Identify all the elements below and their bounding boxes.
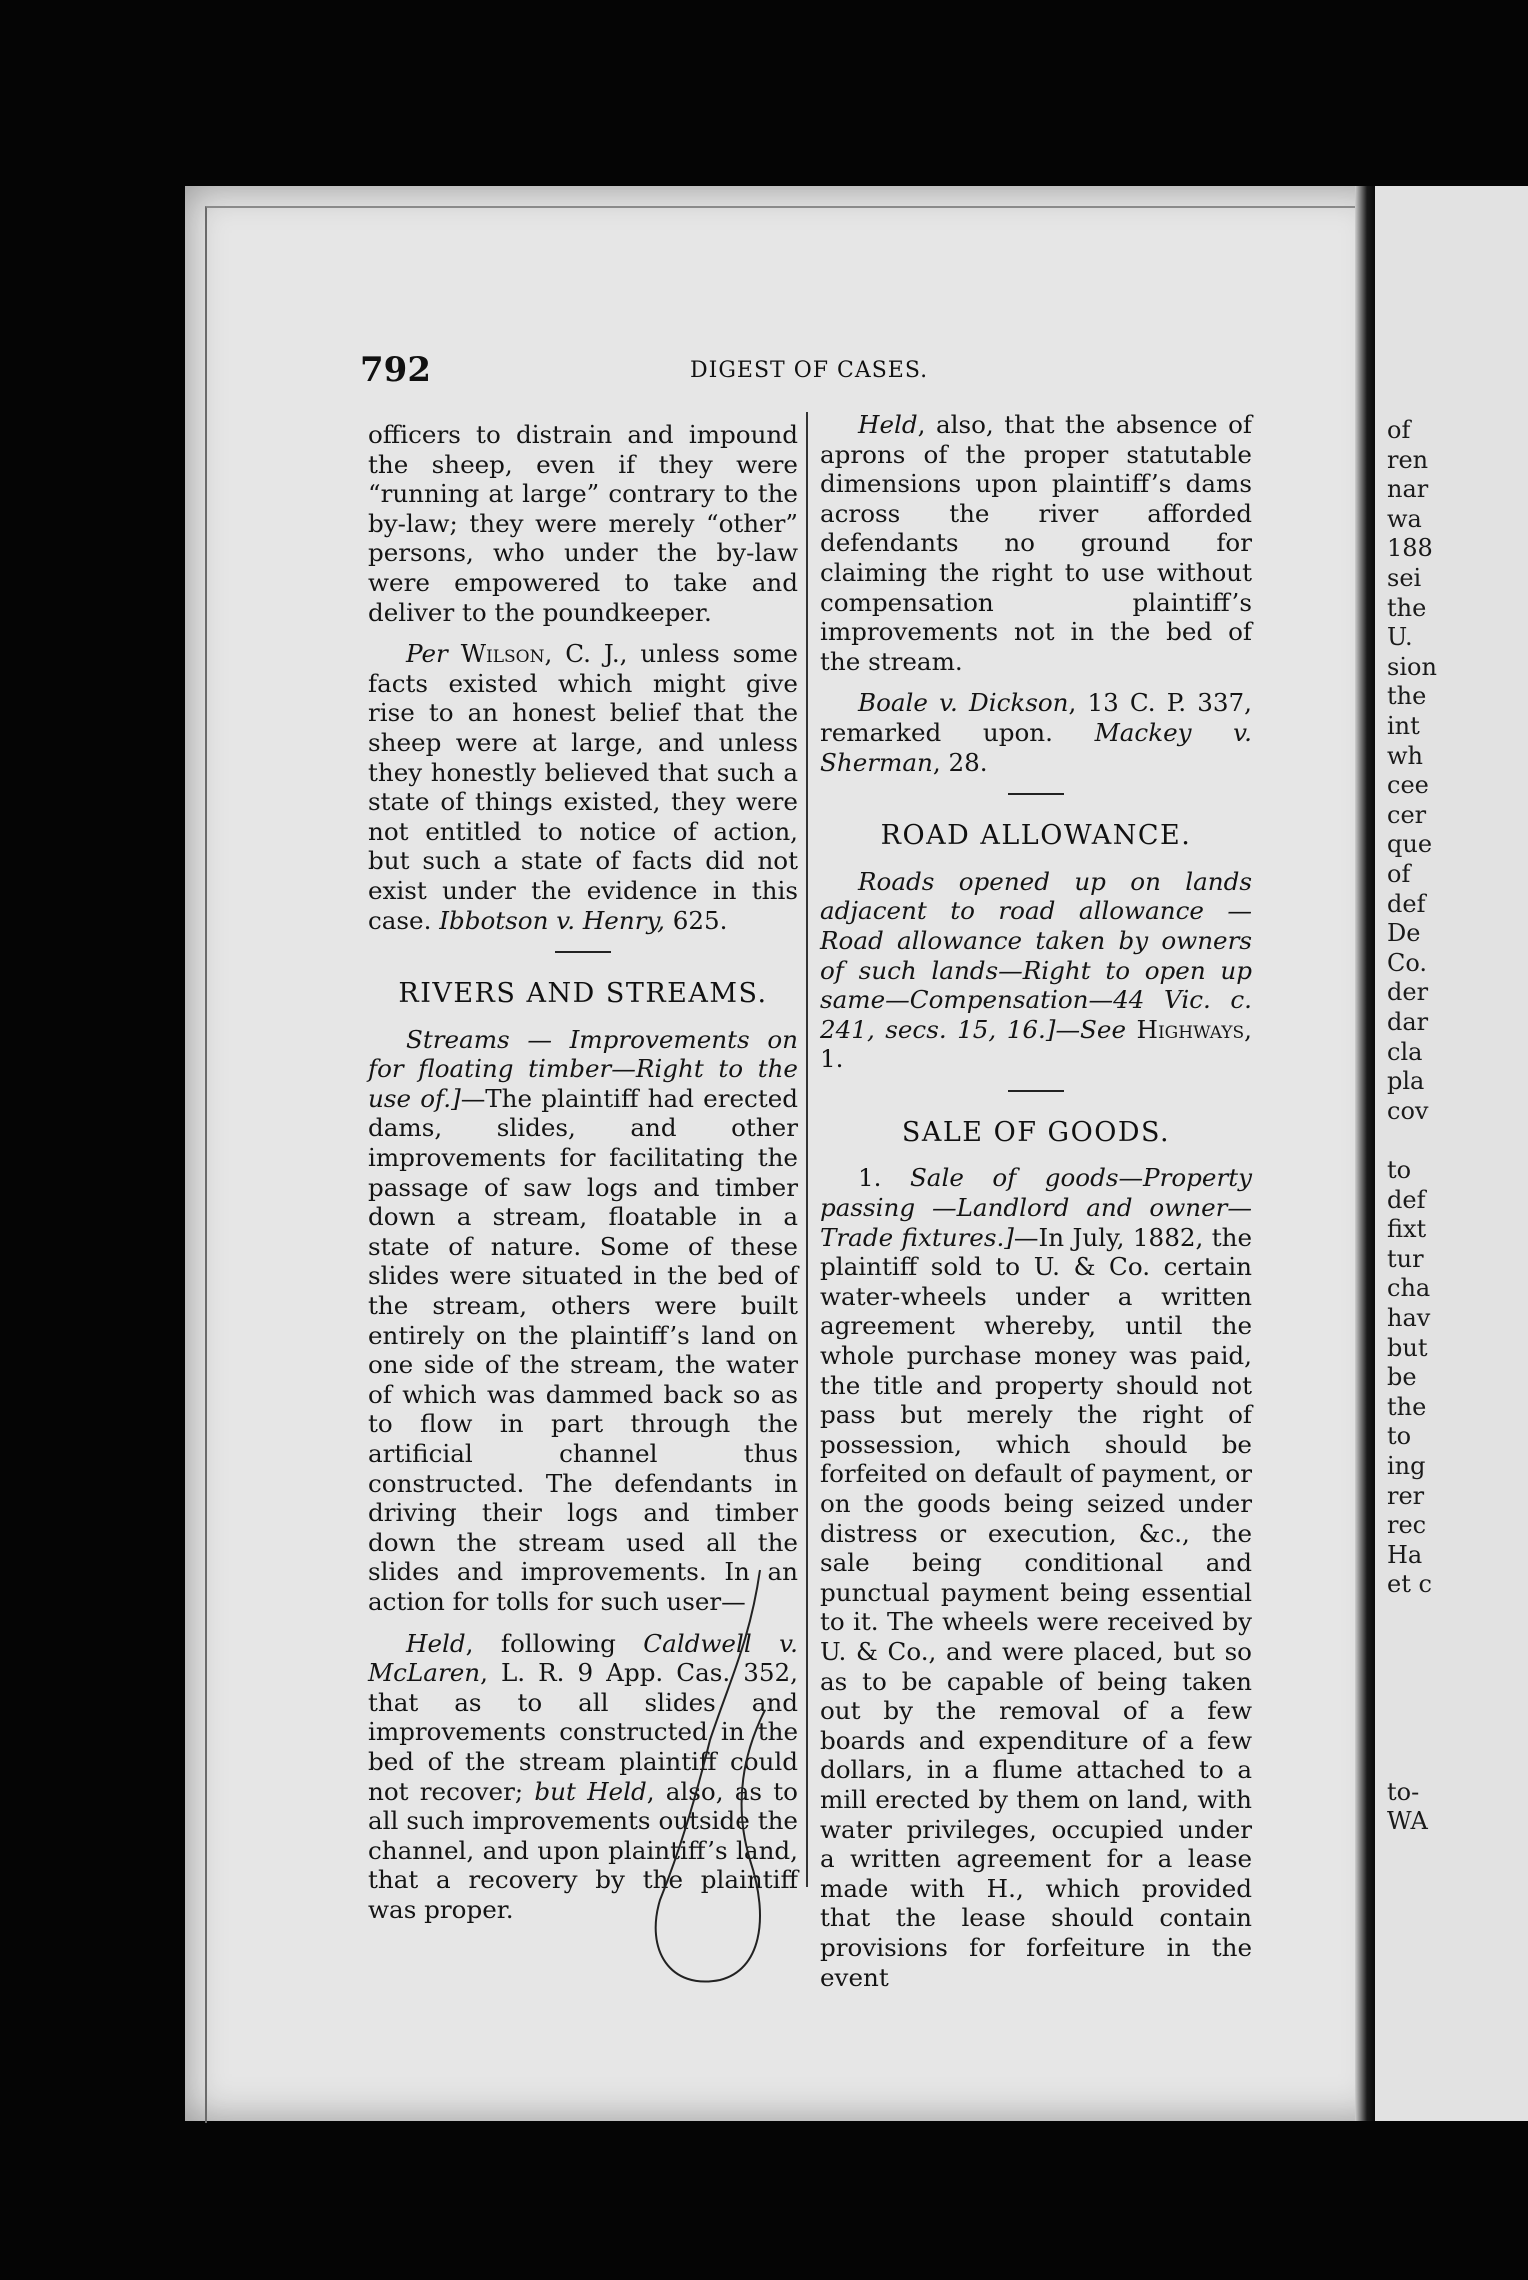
mackey-cite: , 28. <box>932 747 988 777</box>
facing-page-fragment: the <box>1387 682 1427 711</box>
facing-page-fragment: cov <box>1387 1096 1429 1125</box>
facing-page-fragment: to- <box>1387 1777 1420 1806</box>
facing-page-fragment: the <box>1387 1392 1427 1421</box>
facing-page-fragment: to <box>1387 1422 1412 1451</box>
facing-page-fragment: the <box>1387 593 1427 622</box>
per-label: Per <box>406 639 448 669</box>
facing-page-fragment: of <box>1387 416 1411 444</box>
facing-page-edge <box>1375 186 1528 2121</box>
column-divider <box>806 412 808 1887</box>
cross-ref-highways: Highways <box>1136 1014 1245 1044</box>
facing-page-fragment: cer <box>1387 800 1427 829</box>
handwritten-pen-mark <box>640 1560 780 2000</box>
facing-page-fragment: cha <box>1387 1274 1431 1303</box>
paragraph-roads <box>820 867 1252 1074</box>
facing-page-fragment: def <box>1387 1185 1426 1214</box>
facing-page-fragment: dar <box>1387 1008 1429 1036</box>
sale-body: —In July, 1882, the plaintiff sold to U. & Co. certain water-wheels under a written agreement whereby, until the whole purchase money was paid, the title and property should not pass but merely the right of possession, which should be forfeited on default of payment, or on the goods being seized under distress or execution, &c., the sale being conditional and punctual payment being essential to it. The wheels were received by U. & Co., and were placed, but so as to be capable of being taken out by the removal of a few boards and expenditure of a few dollars, in a flume attached to a mill erected by them on land, with water privileges, occupied under a written agreement for a lease made with H., which provided that the lease should contain provisions for forfeiture in the event <box>820 1222 1253 1992</box>
case-boale: Boale v. Dickson <box>858 688 1069 718</box>
entry-number: 1. <box>858 1163 882 1193</box>
paragraph-held-aprons <box>820 410 1252 676</box>
held-caldwell-text: , L. R. 9 App. Cas. 352, that as to all slides and improvements constructed in the bed of the stream plaintiff could not recover; <box>368 1658 798 1806</box>
facing-page-fragment: sion <box>1387 652 1437 681</box>
right-column <box>820 410 1252 2004</box>
facing-page-fragment: 188 <box>1387 534 1433 563</box>
facing-page-fragment: be <box>1387 1363 1417 1392</box>
boale-text: , 13 C. P. 337, remarked upon. <box>820 688 1252 747</box>
facing-page-fragment: def <box>1387 889 1426 918</box>
paragraph-per-wilson <box>368 639 798 935</box>
held-aprons-text: , also, that the absence of aprons of the proper statutable dimensions upon plaintiff’s dams across the river afforded defendants no ground for claiming the right to use without compensation plaintiff’s improvements not in the bed of the stream. <box>820 410 1252 676</box>
citation-page: 625. <box>672 905 728 935</box>
page-number: 792 <box>360 350 431 390</box>
running-head: DIGEST OF CASES. <box>690 358 929 383</box>
facing-page-fragment: sei <box>1387 564 1422 592</box>
paragraph-boale <box>820 688 1252 777</box>
facing-page-fragment: WA <box>1387 1807 1428 1836</box>
facing-page-fragment: fixt <box>1387 1215 1427 1244</box>
section-heading-rivers: RIVERS AND STREAMS. <box>398 978 768 1010</box>
paragraph-sale-1 <box>820 1163 1252 1992</box>
judge-name: Wilson <box>460 639 545 669</box>
held-label: Held <box>406 1628 466 1658</box>
facing-page-fragment: to <box>1387 1156 1412 1184</box>
see-label: —See <box>1055 1014 1127 1044</box>
facing-page-fragment: nar <box>1387 475 1429 504</box>
facing-page-fragment: U. <box>1387 623 1413 652</box>
case-mackey: Mackey v. Sherman <box>820 717 1252 777</box>
facing-page-fragment: rec <box>1387 1511 1427 1540</box>
headnote-sale: Sale of goods—Property passing —Landlord and owner—Trade fixtures.] <box>820 1163 1252 1252</box>
held-label-2: Held <box>858 410 918 439</box>
facing-page-fragment: Co. <box>1387 948 1428 977</box>
section-rule <box>555 951 611 953</box>
facing-page-fragment: wh <box>1387 741 1423 770</box>
facing-page-fragment: De <box>1387 919 1421 948</box>
facing-page-fragment: ren <box>1387 445 1429 474</box>
facing-page-fragment: pla <box>1387 1067 1425 1096</box>
facing-page-fragment: Ha <box>1387 1540 1423 1569</box>
facing-page-fragment: hav <box>1387 1304 1431 1332</box>
book-gutter <box>1355 186 1375 2121</box>
streams-body: —The plaintiff had erected dams, slides, and other improvements for facilitating the passage of saw logs and timber down a stream, floatable in a state of nature. Some of these slides were situated in the bed of the stream, others were built entirely on the plaintiff’s land on one side of the stream, the water of which was dammed back so as to flow in part through the artificial channel thus constructed. The defendants in driving their logs and timber down the stream used all the slides and improvements. In an action for tolls for such user— <box>368 1083 799 1616</box>
paragraph-officers: officers to distrain and impound the sheep, even if they were “running at large” contrary to the by-law; they were merely “other” persons, who under the by-law were empowered to take and deliver to the poundkeeper. <box>368 420 798 627</box>
facing-page-fragment: wa <box>1387 504 1422 533</box>
facing-page-fragment: tur <box>1387 1244 1424 1273</box>
held-caldwell-text-2: , also, as to all such improvements outside the channel, and upon plaintiff’s land, that a recovery by the plaintiff was proper. <box>368 1776 798 1924</box>
facing-page-fragment: cee <box>1387 771 1429 800</box>
section-heading-road: ROAD ALLOWANCE. <box>880 820 1192 852</box>
but-held-label: but Held <box>534 1776 647 1806</box>
facing-page-fragment: int <box>1387 712 1420 740</box>
section-rule-3 <box>1008 1090 1064 1092</box>
facing-page-fragment: et c <box>1387 1570 1432 1599</box>
cross-ref-num: , 1. <box>820 1014 1252 1074</box>
paragraph-streams <box>368 1025 798 1617</box>
facing-page-fragment: cla <box>1387 1037 1423 1066</box>
page-header <box>360 350 1220 390</box>
section-rule-2 <box>1008 793 1064 795</box>
held-following: , following <box>465 1628 616 1658</box>
facing-page-fragment: ing <box>1387 1452 1426 1480</box>
judgment-text: , C. J., unless some facts existed which might give rise to an honest belief that the sheep were at large, and unless they honestly believed that such a state of things existed, they were not entitled to notice of action, but such a state of facts did not exist under the evidence in this case. <box>368 639 798 935</box>
facing-page-fragment: rer <box>1387 1481 1425 1510</box>
facing-page-fragment: but <box>1387 1333 1428 1362</box>
case-caldwell: Caldwell v. McLaren <box>368 1628 798 1688</box>
section-heading-sale: SALE OF GOODS. <box>901 1116 1171 1148</box>
facing-page-fragment: que <box>1387 830 1433 859</box>
headnote-streams: Streams — Improvements on for floating timber—Right to the use of.] <box>368 1024 798 1113</box>
facing-page-fragment: der <box>1387 978 1429 1007</box>
facing-page-fragment: of <box>1387 860 1411 888</box>
case-citation: Ibbotson v. Henry, <box>439 905 665 935</box>
headnote-roads: Roads opened up on lands adjacent to road allowance — Road allowance taken by owners of such lands—Right to open up same—Compensation—44 Vic. c. 241, secs. 15, 16.] <box>820 866 1252 1044</box>
